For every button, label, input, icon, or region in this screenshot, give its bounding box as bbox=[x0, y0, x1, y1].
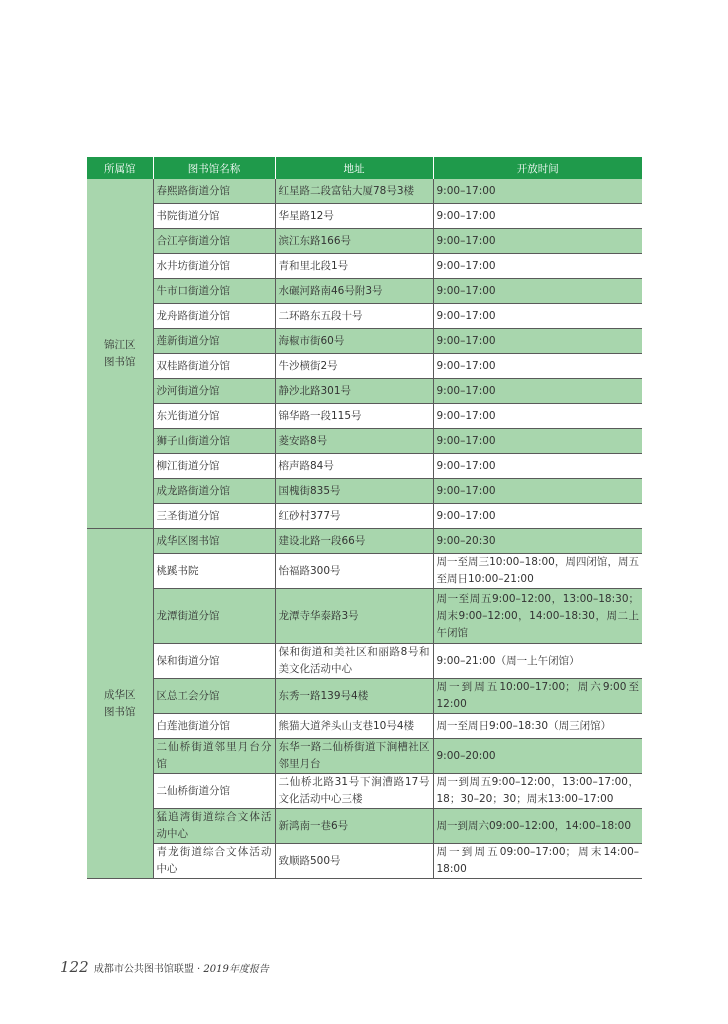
library-address: 静沙北路301号 bbox=[275, 379, 433, 404]
library-hours: 9:00–17:00 bbox=[433, 454, 642, 479]
library-name: 书院街道分馆 bbox=[153, 204, 275, 229]
library-name: 白莲池街道分馆 bbox=[153, 714, 275, 739]
library-hours: 9:00–17:00 bbox=[433, 229, 642, 254]
district-suffix: 图书馆 bbox=[104, 705, 136, 718]
library-name: 成龙路街道分馆 bbox=[153, 479, 275, 504]
page-number: 122 bbox=[60, 958, 89, 976]
library-name: 成华区图书馆 bbox=[153, 529, 275, 554]
library-address: 红砂村377号 bbox=[275, 504, 433, 529]
library-address: 锦华路一段115号 bbox=[275, 404, 433, 429]
library-name: 柳江街道分馆 bbox=[153, 454, 275, 479]
table-row bbox=[87, 714, 642, 739]
table-row bbox=[87, 644, 642, 679]
table-row bbox=[87, 809, 642, 844]
library-hours: 9:00–17:00 bbox=[433, 204, 642, 229]
library-address: 新鸿南一巷6号 bbox=[275, 809, 433, 844]
table-row bbox=[87, 504, 642, 529]
library-address: 红星路二段富钻大厦78号3楼 bbox=[275, 179, 433, 204]
library-hours: 周一到周五9:00–12:00，13:00–17:00，18；30–20；30；周末13:00–17:00 bbox=[433, 774, 642, 809]
library-address: 熊猫大道斧头山支巷10号4楼 bbox=[275, 714, 433, 739]
library-address: 榕声路84号 bbox=[275, 454, 433, 479]
library-hours: 9:00–17:00 bbox=[433, 354, 642, 379]
library-name: 区总工会分馆 bbox=[153, 679, 275, 714]
table-row bbox=[87, 304, 642, 329]
library-address: 菱安路8号 bbox=[275, 429, 433, 454]
library-hours: 9:00–17:00 bbox=[433, 304, 642, 329]
table-row bbox=[87, 329, 642, 354]
library-name: 二仙桥街道分馆 bbox=[153, 774, 275, 809]
library-hours: 周一至周日9:00–18:30（周三闭馆） bbox=[433, 714, 642, 739]
library-address: 怡福路300号 bbox=[275, 554, 433, 589]
header-library-name: 图书馆名称 bbox=[153, 157, 275, 179]
table-row bbox=[87, 404, 642, 429]
library-address: 二仙桥北路31号下涧漕路17号文化活动中心三楼 bbox=[275, 774, 433, 809]
library-address: 东华一路二仙桥街道下涧槽社区邻里月台 bbox=[275, 739, 433, 774]
library-address: 龙潭寺华泰路3号 bbox=[275, 589, 433, 644]
library-hours: 9:00–17:00 bbox=[433, 179, 642, 204]
library-address: 滨江东路166号 bbox=[275, 229, 433, 254]
library-hours: 9:00–17:00 bbox=[433, 429, 642, 454]
header-district: 所属馆 bbox=[87, 157, 153, 179]
library-address: 牛沙横街2号 bbox=[275, 354, 433, 379]
library-table-container bbox=[87, 157, 642, 879]
publication-name: 成都市公共图书馆联盟 · bbox=[93, 964, 204, 975]
library-hours: 9:00–20:00 bbox=[433, 739, 642, 774]
library-hours: 9:00–20:30 bbox=[433, 529, 642, 554]
table-row bbox=[87, 529, 642, 554]
table-row bbox=[87, 229, 642, 254]
table-header-row bbox=[87, 157, 642, 179]
library-name: 猛追湾街道综合文体活动中心 bbox=[153, 809, 275, 844]
library-name: 东光街道分馆 bbox=[153, 404, 275, 429]
library-name: 莲新街道分馆 bbox=[153, 329, 275, 354]
table-row bbox=[87, 204, 642, 229]
library-name: 龙舟路街道分馆 bbox=[153, 304, 275, 329]
table-row bbox=[87, 179, 642, 204]
table-row bbox=[87, 429, 642, 454]
library-address: 二环路东五段十号 bbox=[275, 304, 433, 329]
library-hours: 9:00–17:00 bbox=[433, 504, 642, 529]
library-name: 桃蹊书院 bbox=[153, 554, 275, 589]
library-hours: 周一至周五9:00–12:00，13:00–18:30；周末9:00–12:00，14:00–18:30，周二上午闭馆 bbox=[433, 589, 642, 644]
library-hours: 9:00–17:00 bbox=[433, 379, 642, 404]
table-row bbox=[87, 554, 642, 589]
table-row bbox=[87, 379, 642, 404]
table-row bbox=[87, 254, 642, 279]
library-hours: 9:00–17:00 bbox=[433, 279, 642, 304]
library-address: 保和街道和美社区和丽路8号和美文化活动中心 bbox=[275, 644, 433, 679]
table-row bbox=[87, 279, 642, 304]
library-name: 合江亭街道分馆 bbox=[153, 229, 275, 254]
header-address: 地址 bbox=[275, 157, 433, 179]
library-address: 东秀一路139号4楼 bbox=[275, 679, 433, 714]
library-name: 狮子山街道分馆 bbox=[153, 429, 275, 454]
library-hours: 周一到周五09:00–17:00；周末14:00–18:00 bbox=[433, 844, 642, 879]
library-name: 牛市口街道分馆 bbox=[153, 279, 275, 304]
library-hours: 9:00–21:00（周一上午闭馆） bbox=[433, 644, 642, 679]
district-cell bbox=[87, 179, 153, 529]
library-hours: 周一至周三10:00–18:00，周四闭馆，周五至周日10:00–21:00 bbox=[433, 554, 642, 589]
table-row bbox=[87, 454, 642, 479]
library-hours: 周一到周六09:00–12:00，14:00–18:00 bbox=[433, 809, 642, 844]
library-hours: 9:00–17:00 bbox=[433, 329, 642, 354]
library-hours: 9:00–17:00 bbox=[433, 254, 642, 279]
district-name: 锦江区 bbox=[104, 338, 136, 351]
table-row bbox=[87, 479, 642, 504]
library-name: 青龙街道综合文体活动中心 bbox=[153, 844, 275, 879]
library-name: 双桂路街道分馆 bbox=[153, 354, 275, 379]
library-name: 三圣街道分馆 bbox=[153, 504, 275, 529]
table-row bbox=[87, 739, 642, 774]
library-address: 青和里北段1号 bbox=[275, 254, 433, 279]
table-row bbox=[87, 844, 642, 879]
table-row bbox=[87, 354, 642, 379]
library-address: 国槐街835号 bbox=[275, 479, 433, 504]
table-row bbox=[87, 774, 642, 809]
library-name: 二仙桥街道邻里月台分馆 bbox=[153, 739, 275, 774]
library-name: 春熙路街道分馆 bbox=[153, 179, 275, 204]
library-address: 建设北路一段66号 bbox=[275, 529, 433, 554]
library-table bbox=[87, 157, 642, 879]
report-title: 2019年度报告 bbox=[203, 964, 269, 975]
library-hours: 9:00–17:00 bbox=[433, 404, 642, 429]
library-name: 沙河街道分馆 bbox=[153, 379, 275, 404]
library-name: 保和街道分馆 bbox=[153, 644, 275, 679]
library-address: 致顺路500号 bbox=[275, 844, 433, 879]
district-name: 成华区 bbox=[104, 688, 136, 701]
library-name: 龙潭街道分馆 bbox=[153, 589, 275, 644]
library-address: 水碾河路南46号附3号 bbox=[275, 279, 433, 304]
library-hours: 9:00–17:00 bbox=[433, 479, 642, 504]
district-suffix: 图书馆 bbox=[104, 355, 136, 368]
district-cell bbox=[87, 529, 153, 879]
library-address: 华星路12号 bbox=[275, 204, 433, 229]
table-row bbox=[87, 679, 642, 714]
library-name: 水井坊街道分馆 bbox=[153, 254, 275, 279]
page-footer bbox=[60, 958, 269, 976]
header-opening-hours: 开放时间 bbox=[433, 157, 642, 179]
library-address: 海椒市街60号 bbox=[275, 329, 433, 354]
table-row bbox=[87, 589, 642, 644]
library-hours: 周一到周五10:00–17:00；周六9:00至12:00 bbox=[433, 679, 642, 714]
